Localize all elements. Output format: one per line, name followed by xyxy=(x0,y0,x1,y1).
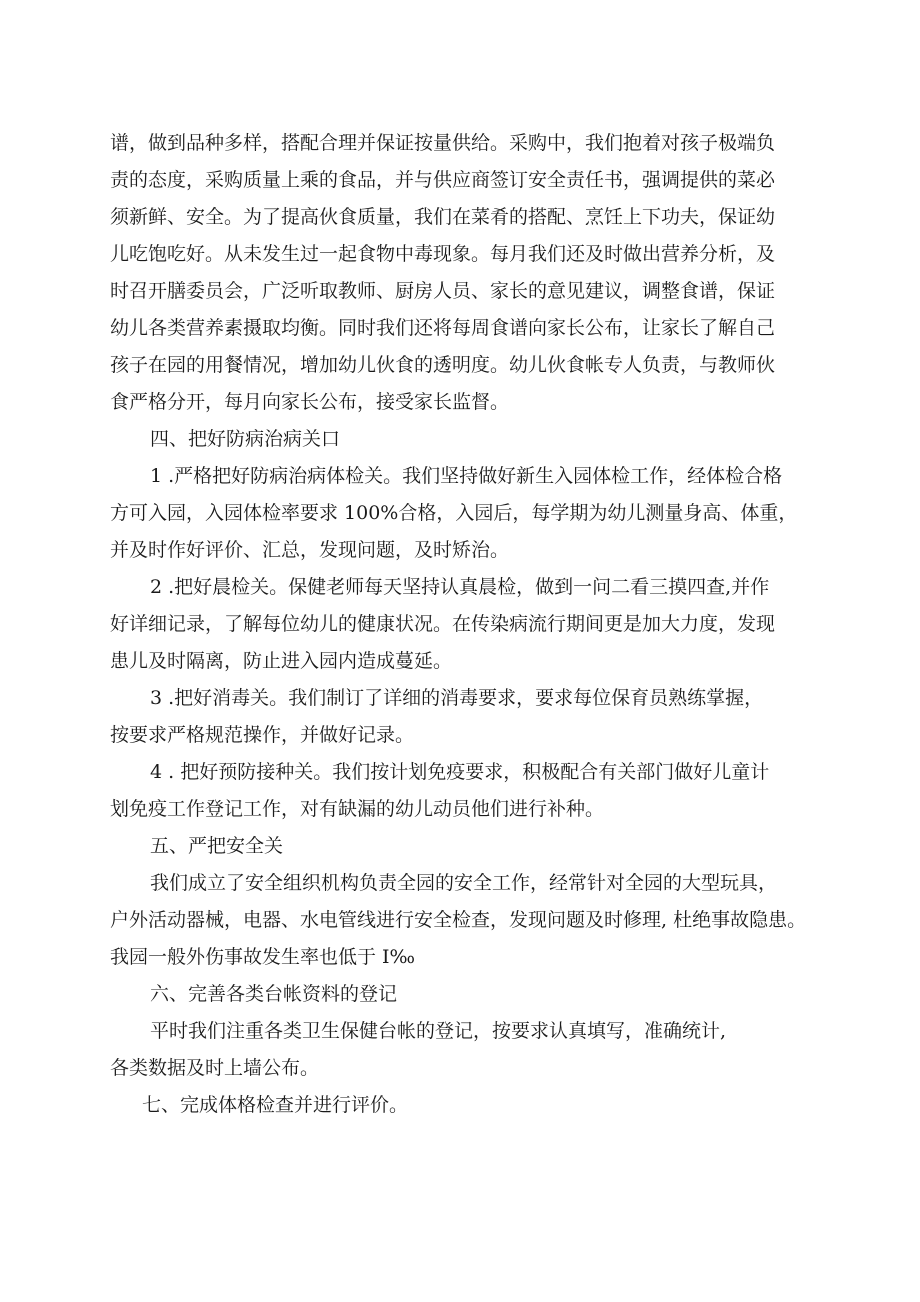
paragraph-line: 并及时作好评价、汇总，发现问题，及时矫治。 xyxy=(110,539,510,561)
paragraph-line: 我们成立了安全组织机构负责全园的安全工作，经常针对全园的大型玩具， xyxy=(150,872,778,894)
paragraph-line: 患儿及时隔离，防止进入园内造成蔓延。 xyxy=(110,650,453,672)
paragraph-line: 食严格分开，每月向家长公布，接受家长监督。 xyxy=(110,391,510,413)
paragraph-line: 责的态度，采购质量上乘的食品，并与供应商签订安全责任书，强调提供的菜必 xyxy=(110,169,776,191)
paragraph-line: 户外活动器械，电器、水电管线进行安全检查，发现问题及时修理, 杜绝事故隐患。 xyxy=(110,909,807,931)
section-heading: 七、完成体格检查并进行评价。 xyxy=(142,1094,409,1116)
paragraph-line: 各类数据及时上墙公布。 xyxy=(110,1057,320,1079)
list-item: 1 .严格把好防病治病体检关。我们坚持做好新生入园体检工作，经体检合格 xyxy=(150,465,783,487)
paragraph-line: 我园一般外伤事故发生率也低于 I‰ xyxy=(110,946,416,968)
section-heading: 六、完善各类台帐资料的登记 xyxy=(150,983,398,1005)
section-heading: 四、把好防病治病关口 xyxy=(150,428,341,450)
paragraph-line: 平时我们注重各类卫生保健台帐的登记，按要求认真填写，准确统计, xyxy=(150,1020,727,1042)
paragraph-line: 划免疫工作登记工作，对有缺漏的幼儿动员他们进行补种。 xyxy=(110,798,605,820)
paragraph-line: 谱，做到品种多样，搭配合理并保证按量供给。采购中，我们抱着对孩子极端负 xyxy=(110,132,776,154)
paragraph-line: 须新鲜、安全。为了提高伙食质量，我们在菜肴的搭配、烹饪上下功夫，保证幼 xyxy=(110,206,776,228)
paragraph-line: 孩子在园的用餐情况，增加幼儿伙食的透明度。幼儿伙食帐专人负责，与教师伙 xyxy=(110,354,776,376)
paragraph-line: 幼儿各类营养素摄取均衡。同时我们还将每周食谱向家长公布，让家长了解自己 xyxy=(110,317,776,339)
list-item: 3 .把好消毒关。我们制订了详细的消毒要求，要求每位保育员熟练掌握， xyxy=(150,687,764,709)
paragraph-line: 时召开膳委员会，广泛听取教师、厨房人员、家长的意见建议，调整食谱，保证 xyxy=(110,280,776,302)
paragraph-line: 儿吃饱吃好。从未发生过一起食物中毒现象。每月我们还及时做出营养分析，及 xyxy=(110,243,776,265)
paragraph-line: 方可入园，入园体检率要求 100%合格，入园后，每学期为幼儿测量身高、体重， xyxy=(110,502,798,524)
list-item: 4 . 把好预防接种关。我们按计划免疫要求，积极配合有关部门做好儿童计 xyxy=(150,761,770,783)
list-item: 2 .把好晨检关。保健老师每天坚持认真晨检，做到一问二看三摸四查,并作 xyxy=(150,576,770,598)
paragraph-line: 好详细记录，了解每位幼儿的健康状况。在传染病流行期间更是加大力度，发现 xyxy=(110,613,776,635)
paragraph-line: 按要求严格规范操作，并做好记录。 xyxy=(110,724,415,746)
section-heading: 五、严把安全关 xyxy=(150,835,284,857)
